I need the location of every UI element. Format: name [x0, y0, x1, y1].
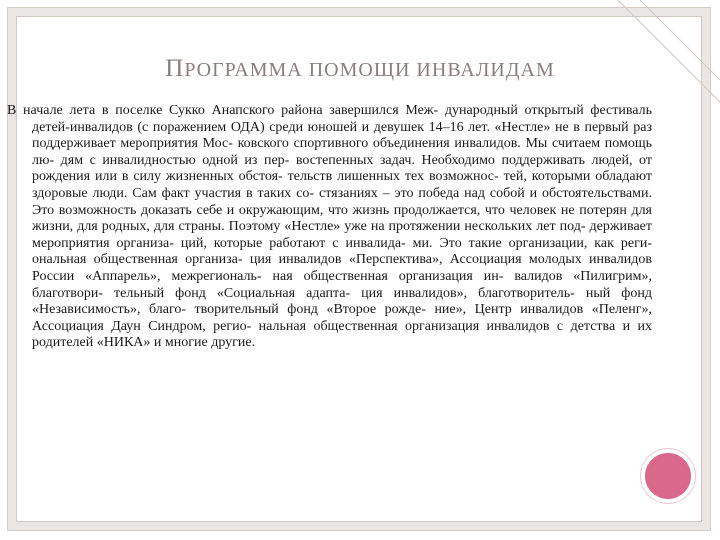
title-rest: РОГРАММА ПОМОЩИ ИНВАЛИДАМ — [184, 59, 555, 81]
page-title — [0, 55, 720, 83]
title-first-letter: П — [165, 55, 185, 82]
decorative-circle — [641, 449, 695, 503]
body-paragraph: В начале лета в поселке Сукко Анапского района завершился Меж- дународный открытый фестиваль детей-инвалидов (с поражением ОДА) среди юношей и девушек 14–16 лет. «Нестле» не в первый раз поддерживает мероприятия Мос- ковского спортивного объединения инвалидов. Мы считаем помощь лю- дям с инвалидностью одной из пер- востепенных задач. Необходимо поддерживать людей, от рождения или в силу жизненных обстоя- тельств лишенных тех возможнос- тей, которыми обладают здоровые люди. Сам факт участия в таких со- стязаниях – это победа над собой и обстоятельствами. Это возможность доказать себе и окружающим, что жизнь продолжается, что человек не потерян для жизни, для родных, для страны. Поэтому «Нестле» уже на протяжении нескольких лет под- держивает мероприятия организа- ций, которые работают с инвалида- ми. Это такие организации, как реги- ональная общественная организа- ция инвалидов «Перспектива», Ассоциация молодых инвалидов России «Аппарель», межрегиональ- ная общественная организация ин- валидов «Пилигрим», благотвори- тельный фонд «Социальная адапта- ция инвалидов», благотворитель- ный фонд «Независимость», благо- творительный фонд «Второе рожде- ние», Центр инвалидов «Пеленг», Ассоциация Даун Синдром, регио- нальная общественная организация инвалидов с детства и их родителей «НИКА» и многие другие. — [7, 103, 652, 351]
